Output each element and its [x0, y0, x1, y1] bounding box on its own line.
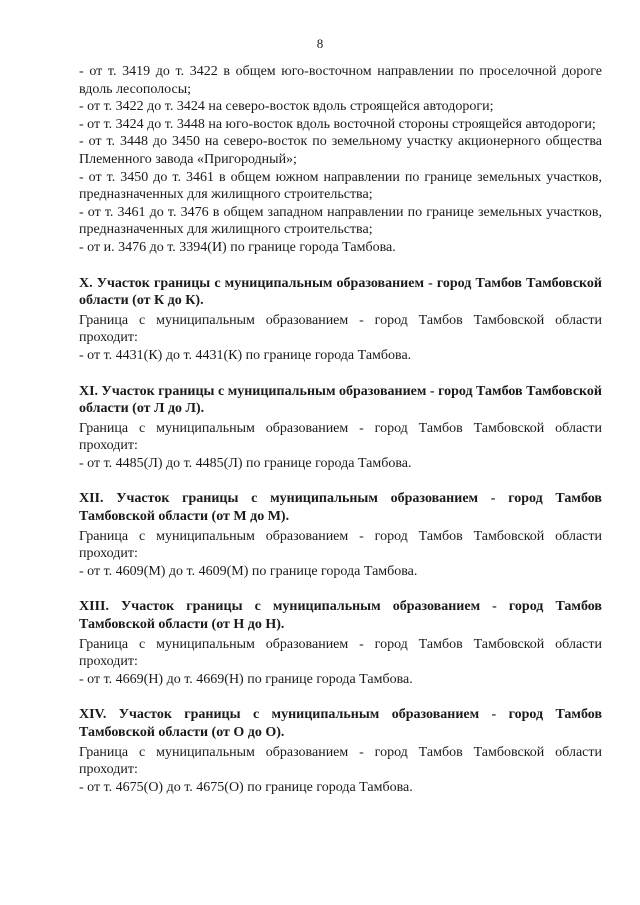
section-item: - от т. 4675(О) до т. 4675(О) по границе города Тамбова.: [79, 779, 413, 795]
section-item: - от т. 4485(Л) до т. 4485(Л) по границе города Тамбова.: [79, 455, 412, 471]
section-body: Граница с муниципальным образованием - город Тамбов Тамбовской области проходит:: [79, 744, 602, 778]
page-number: 8: [316, 36, 324, 51]
section-xiii: [79, 598, 602, 688]
list-item: - от т. 3450 до т. 3461 в общем южном направлении по границе земельных участков, предназначенных для жилищного строительства;: [79, 169, 602, 203]
section-item: - от т. 4431(К) до т. 4431(К) по границе города Тамбова.: [79, 347, 412, 363]
section-xiv: [79, 706, 602, 796]
section-heading: XI. Участок границы с муниципальным образованием - город Тамбов Тамбовской области (от Л до Л).: [79, 383, 602, 417]
list-item: - от т. 3448 до 3450 на северо-восток по земельному участку акционерного общества Племенного завода «Пригородный»;: [79, 134, 602, 167]
list-item: - от т. 3424 до т. 3448 на юго-восток вдоль восточной стороны строящейся автодороги;: [79, 116, 596, 132]
section-heading: XII. Участок границы с муниципальным образованием - город Тамбов Тамбовской области (от М до М).: [79, 491, 602, 525]
section-x: [79, 275, 602, 365]
section-item: - от т. 4669(Н) до т. 4669(Н) по границе города Тамбова.: [79, 671, 413, 687]
section-body: Граница с муниципальным образованием - город Тамбов Тамбовской области проходит:: [79, 312, 602, 346]
section-xii: [79, 490, 602, 580]
section-xi: [79, 383, 602, 473]
document-body: [79, 63, 602, 796]
section-body: Граница с муниципальным образованием - город Тамбов Тамбовской области проходит:: [79, 528, 602, 562]
section-body: Граница с муниципальным образованием - город Тамбов Тамбовской области проходит:: [79, 420, 602, 454]
section-heading: X. Участок границы с муниципальным образованием - город Тамбов Тамбовской области (от К до К).: [79, 275, 602, 309]
section-heading: XIII. Участок границы с муниципальным образованием - город Тамбов Тамбовской области (от Н до Н).: [79, 599, 602, 633]
list-item: - от и. 3476 до т. 3394(И) по границе города Тамбова.: [79, 239, 396, 255]
section-item: - от т. 4609(М) до т. 4609(М) по границе города Тамбова.: [79, 563, 418, 579]
list-item: - от т. 3419 до т. 3422 в общем юго-восточном направлении по проселочной дороге вдоль лесополосы;: [79, 64, 602, 97]
list-item: - от т. 3422 до т. 3424 на северо-восток вдоль строящейся автодороги;: [79, 99, 494, 115]
intro-list: [79, 63, 602, 257]
section-body: Граница с муниципальным образованием - город Тамбов Тамбовской области проходит:: [79, 636, 602, 670]
section-heading: XIV. Участок границы с муниципальным образованием - город Тамбов Тамбовской области (от О до О).: [79, 707, 602, 740]
list-item: - от т. 3461 до т. 3476 в общем западном направлении по границе земельных участков, предназначенных для жилищного строительства;: [79, 204, 602, 238]
